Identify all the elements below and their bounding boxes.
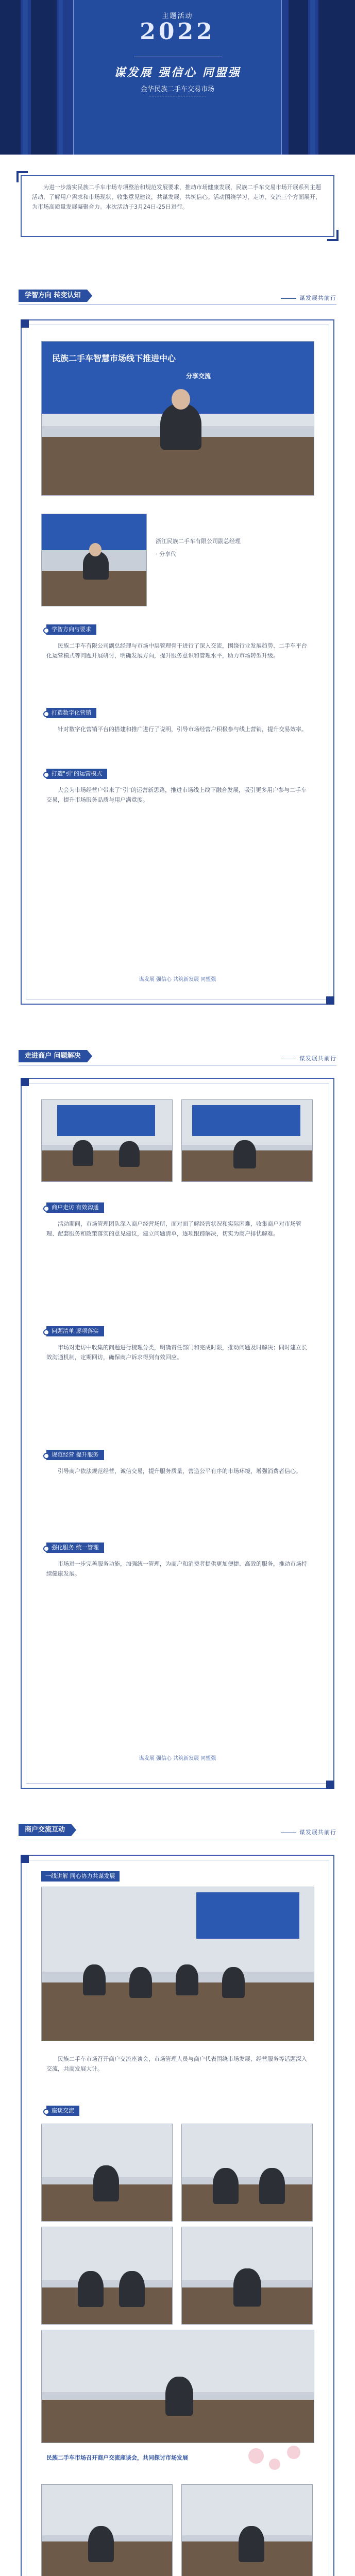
section-tagline: 谋发展共前行 [281, 1828, 336, 1836]
intro-corner [327, 230, 339, 241]
speaker-photo [41, 514, 147, 606]
hero-theme: 主题活动 [162, 12, 193, 20]
section-header [0, 1045, 355, 1065]
block-text: 市场对走访中收集的问题进行梳理分类，明确责任部门和完成时限，推动问题及时解决；同时建立长效沟通机制，定期回访，确保商户诉求得到有效回应。 [46, 1344, 307, 1361]
meeting-photo [41, 341, 314, 496]
visit-photo [41, 1099, 173, 1182]
section-box [21, 1078, 334, 1789]
screen-title: 民族二手车智慧市场线下推进中心 [52, 353, 176, 363]
speaker-caption-name: · 分享代 [156, 551, 176, 557]
block-tag: 打造"引"的运营模式 [46, 769, 107, 779]
section-header [0, 284, 355, 305]
section-title: 学智方向 转变认知 [19, 290, 87, 302]
section-header [0, 1819, 355, 1839]
section-tagline: 谋发展共前行 [281, 294, 336, 302]
meeting-photo [41, 2227, 173, 2325]
block-tag: 商户走访 有效沟通 [46, 1202, 104, 1213]
block-text: 民族二手车有限公司副总经理与市场中层管理骨干进行了深入交流，围绕行业发展趋势、二手车平台化运营模式等问题开展研讨，明确发展方向，提升服务意识和管理水平，助力市场转型升级。 [46, 642, 307, 659]
section-paragraph: 民族二手车市场召开商户交流座谈会，市场管理人员与商户代表围绕市场发展、经营服务等话题深入交流，共商发展大计。 [46, 2056, 307, 2072]
section-tagline: 谋发展共前行 [281, 1054, 336, 1062]
meeting-photo [181, 2124, 313, 2222]
section-box [21, 1855, 334, 2576]
meeting-photo [41, 2124, 173, 2222]
block-tag: 座谈交流 [46, 2106, 79, 2116]
section-title: 商户交流互动 [19, 1824, 71, 1836]
section-title: 走进商户 问题解决 [19, 1050, 87, 1062]
hero-year: 2022 [140, 19, 215, 45]
photo-caption: 民族二手车市场召开商户交流座谈会，共同探讨市场发展 [46, 2454, 188, 2461]
block-text: 活动期间，市场管理团队深入商户经营场所，面对面了解经营状况和实际困难，收集商户对市场管理、配套服务和政策落实的意见建议，建立问题清单，逐项跟踪解决，切实为商户排忧解难。 [46, 1221, 301, 1237]
photo-caption: 一线讲解 同心协力共谋发展 [41, 1871, 120, 1882]
section-footer: 谋发展 强信心 共筑新发展 同盟强 [139, 1756, 216, 1761]
block-tag: 规范经营 提升服务 [46, 1450, 104, 1460]
block-tag: 学智方向与要求 [46, 624, 96, 635]
seminar-photo [41, 1887, 314, 2041]
block-text: 大会为市场经营户带来了"引"的运营新思路，推进市场线上线下融合发展，吸引更多用户参与二手车交易，提升市场服务品质与用户满意度。 [46, 787, 307, 803]
meeting-photo [41, 2330, 314, 2443]
block-text: 引导商户依法规范经营，诚信交易，提升服务质量，营造公平有序的市场环境，增强消费者信心。 [58, 1468, 301, 1475]
visit-photo [41, 2484, 173, 2576]
hero-ornament [134, 57, 222, 60]
block-tag: 强化服务 统一管理 [46, 1543, 104, 1553]
hero-subtitle: 金华民族二手车交易市场 [140, 86, 214, 93]
intro-corner [16, 171, 28, 182]
block-tag: 问题清单 逐项落实 [46, 1326, 104, 1336]
screen-subtitle: 分享交流 [186, 372, 211, 380]
visit-photo [181, 2484, 313, 2576]
block-text: 市场进一步完善服务功能，加强统一管理，为商户和消费者提供更加便捷、高效的服务，推动市场持续健康发展。 [46, 1561, 307, 1577]
visit-photo [181, 1099, 313, 1182]
speaker-caption: 浙江民族二手车有限公司副总经理 [156, 538, 241, 545]
section-footer: 谋发展 强信心 共筑新发展 同盟强 [139, 977, 216, 982]
hero-title: 谋发展 强信心 同盟强 [114, 66, 241, 79]
block-text: 针对数字化营销平台的搭建和推广进行了说明，引导市场经营户积极参与线上营销，提升交易效率。 [58, 726, 307, 733]
section-box [21, 319, 334, 1005]
intro-text: 为进一步落实民族二手车市场专项整治和规范发展要求，推动市场健康发展，民族二手车交易市场开展系列主题活动，了解用户需求和市场现状，收集意见建议，共谋发展、共筑信心。活动围绕学习、走访、交流三个方面展开，为市场高质量发展凝聚合力。本次活动于3月24日-25日进行。 [32, 184, 321, 210]
block-tag: 打造数字化营销 [46, 708, 96, 718]
meeting-photo [181, 2227, 313, 2325]
hero-ornament-lower [149, 96, 206, 98]
